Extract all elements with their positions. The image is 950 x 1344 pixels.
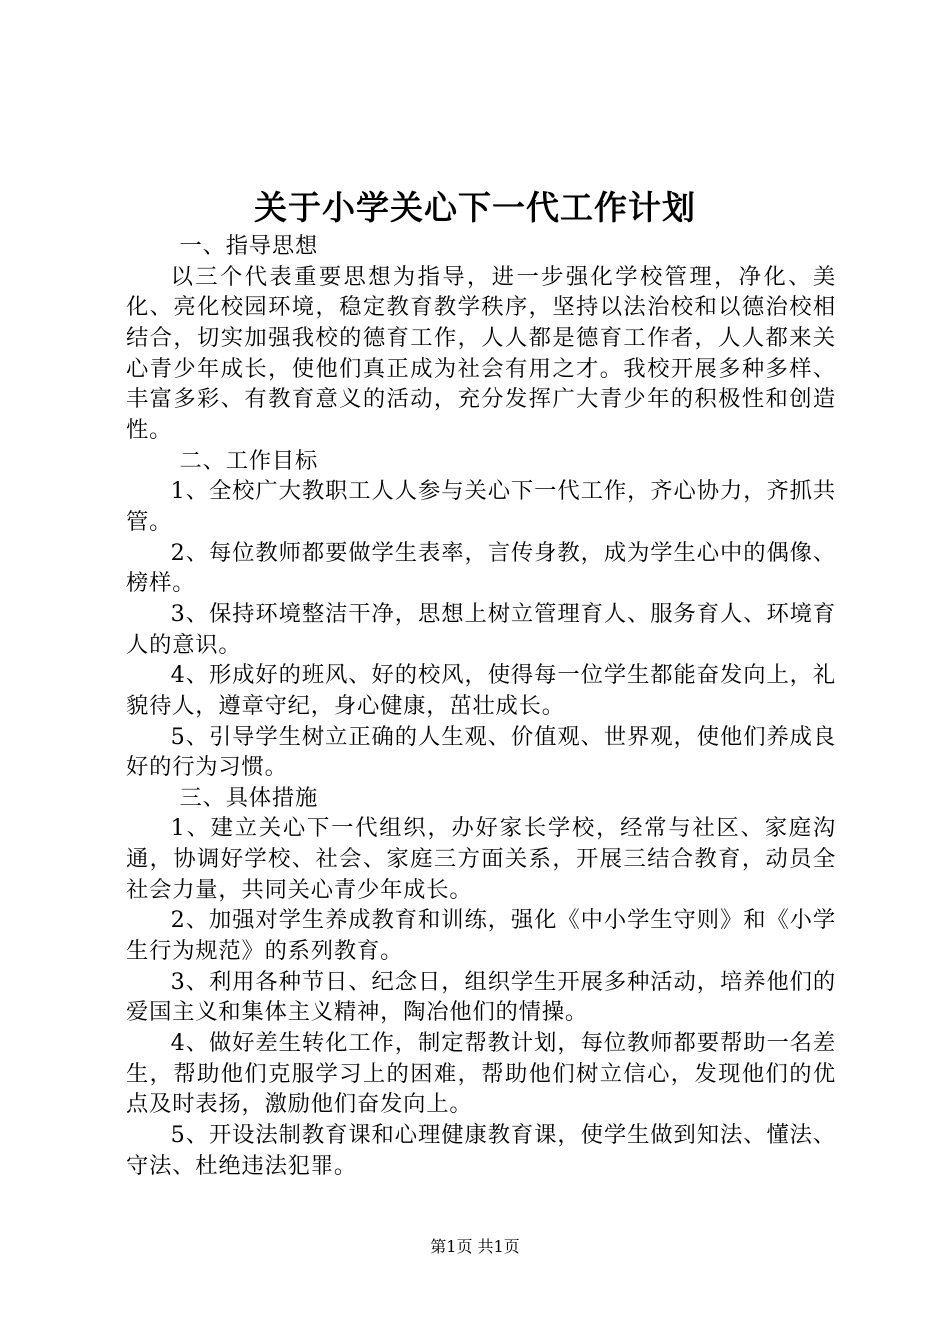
document-body: [126, 231, 836, 1181]
section-guiding-ideology: [126, 231, 836, 446]
document-title: 关于小学关心下一代工作计划: [254, 188, 696, 227]
goal-item: 3、保持环境整洁干净，思想上树立管理育人、服务育人、环境育人的意识。: [126, 600, 836, 658]
page-number-footer: 第1页 共1页: [430, 1237, 520, 1256]
measure-item: 1、建立关心下一代组织，办好家长学校，经常与社区、家庭沟通，协调好学校、社会、家庭三方面关系，开展三结合教育，动员全社会力量，共同关心青少年成长。: [126, 815, 836, 903]
section-heading: 三、具体措施: [179, 784, 319, 811]
paragraph: 以三个代表重要思想为指导，进一步强化学校管理，净化、美化、亮化校园环境，稳定教育教学秩序，坚持以法治校和以德治校相结合，切实加强我校的德育工作，人人都是德育工作者，人人都来关心青少年成长，使他们真正成为社会有用之才。我校开展多种多样、丰富多彩、有教育意义的活动，充分发挥广大青少年的积极性和创造性。: [126, 263, 836, 443]
section-specific-measures: [126, 783, 836, 1182]
goal-item: 5、引导学生树立正确的人生观、价值观、世界观，使他们养成良好的行为习惯。: [126, 723, 836, 781]
goal-item: 1、全校广大教职工人人参与关心下一代工作，齐心协力，齐抓共管。: [126, 478, 836, 535]
goal-item: 2、每位教师都要做学生表率，言传身教，成为学生心中的偶像、榜样。: [126, 539, 836, 597]
section-heading: 一、指导思想: [179, 233, 319, 259]
measure-item: 4、做好差生转化工作，制定帮教计划，每位教师都要帮助一名差生，帮助他们克服学习上的困难，帮助他们树立信心，发现他们的优点及时表扬，激励他们奋发向上。: [126, 1030, 836, 1118]
section-work-goals: [126, 446, 836, 783]
measure-item: 5、开设法制教育课和心理健康教育课，使学生做到知法、懂法、守法、杜绝违法犯罪。: [126, 1122, 836, 1179]
section-heading: 二、工作目标: [179, 447, 319, 474]
goal-item: 4、形成好的班风、好的校风，使得每一位学生都能奋发向上，礼貌待人，遵章守纪，身心健康，茁壮成长。: [126, 662, 836, 719]
measure-item: 3、利用各种节日、纪念日，组织学生开展多种活动，培养他们的爱国主义和集体主义精神，陶冶他们的情操。: [126, 968, 836, 1026]
measure-item: 2、加强对学生养成教育和训练，强化《中小学生守则》和《小学生行为规范》的系列教育。: [126, 907, 836, 965]
